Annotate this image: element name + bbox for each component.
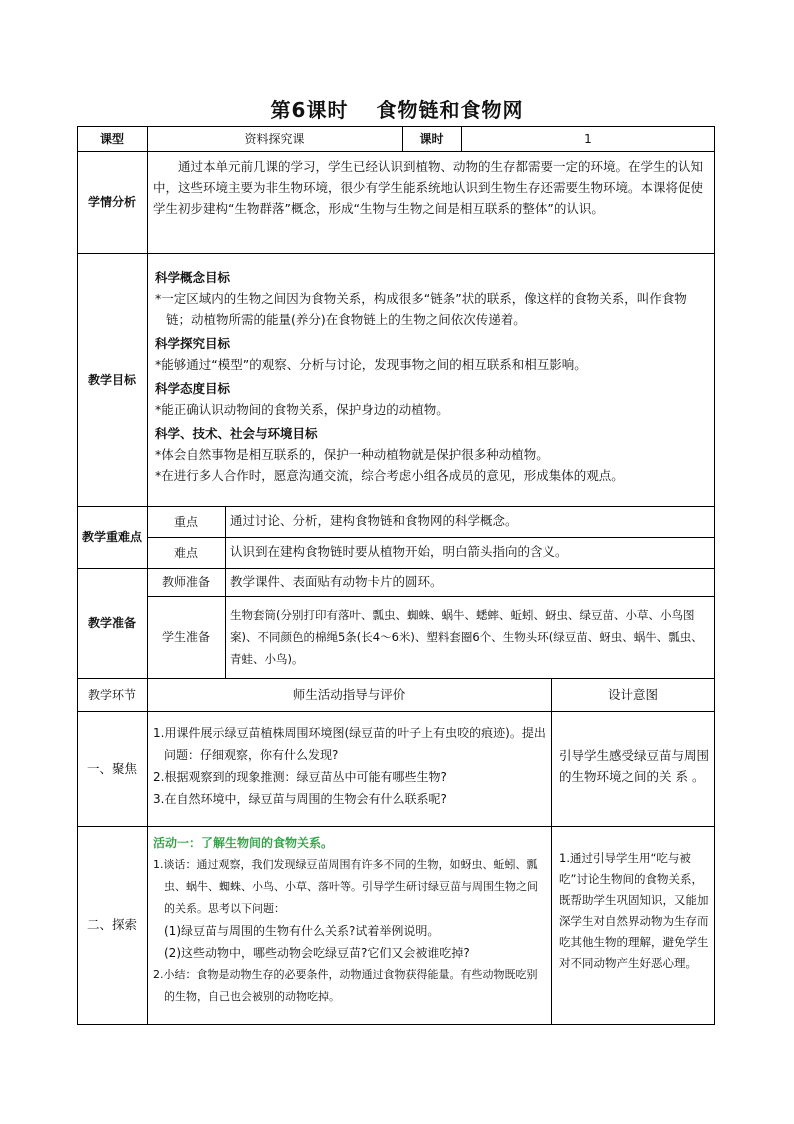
stage-explore-label: 二、探索 (86, 917, 137, 932)
type-label: 课型 (99, 131, 124, 146)
stage-focus-content (153, 722, 547, 810)
goal-item-attitude: *能正确认识动物间的食物关系，保护身边的动植物。 (155, 402, 449, 417)
goal-item-inquiry: *能够通过“模型”的观察、分析与讨论，发现事物之间的相互联系和相互影响。 (155, 357, 587, 372)
key-point-text: 通过讨论、分析，建构食物链和食物网的科学概念。 (230, 513, 518, 528)
difficult-point-label: 难点 (173, 545, 198, 560)
difficult-point-text: 认识到在建构食物链时要从植物开始，明白箭头指向的含义。 (230, 544, 568, 559)
explore-step-2: 2.小结：食物是动物生存的必要条件，动物通过食物获得能量。有些动物既吃别的生物，自己也会被别的动物吃掉。 (153, 968, 538, 1003)
student-prep-text: 生物套筒(分别打印有落叶、瓢虫、蜘蛛、蜗牛、蟋蟀、蚯蚓、蚜虫、绿豆苗、小草、小鸟图案)、不同颜色的棉绳5条(长4～6米)、塑料套圈6个、生物头环(绿豆苗、蚜虫、蜗牛、瓢虫、青蛙、小鸟)。 (230, 608, 703, 666)
situation-text: 通过本单元前几课的学习，学生已经认识到植物、动物的生存都需要一定的环境。在学生的认知中，这些环境主要为非生物环境，很少有学生能系统地认识到生物生存还需要生物环境。本课将促使学生初步建构“生物群落”概念，形成“生物与生物之间是相互联系的整体”的认识。 (153, 159, 704, 216)
period-label: 课时 (419, 131, 444, 146)
goal-item-stse-2: *在进行多人合作时，愿意沟通交流，综合考虑小组各成员的意见，形成集体的观点。 (155, 468, 624, 483)
process-col-stage: 教学环节 (87, 687, 136, 702)
situation-label: 学情分析 (87, 195, 136, 209)
goals-label: 教学目标 (87, 372, 136, 387)
focus-step-1: 1.用课件展示绿豆苗植株周围环境图(绿豆苗的叶子上有虫咬的痕迹)。提出问题：仔细观察，你有什么发现? (153, 726, 546, 762)
goal-heading-stse: 科学、技术、社会与环境目标 (155, 426, 318, 441)
prep-label: 教学准备 (87, 616, 136, 630)
lesson-plan-table (77, 126, 715, 1024)
explore-question-2: (2)这些动物中，哪些动物会吃绿豆苗?它们又会被谁吃掉? (164, 946, 470, 960)
stage-explore-content (153, 832, 547, 1008)
process-col-intent: 设计意图 (607, 686, 658, 702)
teacher-prep-text: 教学课件、表面贴有动物卡片的圆环。 (230, 574, 443, 589)
activity-one-title: 活动一：了解生物间的食物关系。 (153, 836, 334, 850)
goals-content (155, 266, 709, 486)
keypoints-label: 教学重难点 (81, 530, 142, 544)
goal-heading-inquiry: 科学探究目标 (155, 336, 231, 351)
page-title: 第6课时 食物链和食物网 (270, 98, 524, 122)
focus-step-3: 3.在自然环境中，绿豆苗与周围的生物会有什么联系呢? (153, 792, 447, 806)
process-col-activity: 师生活动指导与评价 (292, 686, 406, 702)
goal-item-stse-1: *体会自然事物是相互联系的，保护一种动植物就是保护很多种动植物。 (155, 447, 549, 462)
key-point-label: 重点 (173, 514, 198, 529)
goal-item-concept: *一定区域内的生物之间因为食物关系，构成很多“链条”状的联系，像这样的食物关系，叫作食物链；动植物所需的能量(养分)在食物链上的生物之间依次传递着。 (155, 291, 687, 327)
stage-focus-intent: 引导学生感受绿豆苗与周围的生物环境之间的关 系 。 (559, 748, 710, 784)
explore-question-1: (1)绿豆苗与周围的生物有什么关系?试着举例说明。 (164, 924, 440, 938)
focus-step-2: 2.根据观察到的现象推测：绿豆苗丛中可能有哪些生物? (153, 770, 447, 784)
type-value: 资料探究课 (244, 131, 305, 146)
explore-step-1: 1.谈话：通过观察，我们发现绿豆苗周围有许多不同的生物，如蚜虫、蚯蚓、瓢虫、蜗牛、蜘蛛、小鸟、小草、落叶等。引导学生研讨绿豆苗与周围生物之间的关系。思考以下问题： (153, 858, 538, 915)
student-prep-label: 学生准备 (161, 630, 210, 644)
teacher-prep-label: 教师准备 (161, 575, 210, 589)
period-value: 1 (584, 131, 592, 146)
stage-explore-intent: 1.通过引导学生用“吃与被吃”讨论生物间的食物关系，既帮助学生巩固知识，又能加深学生对自然界动物为生存而吃其他生物的理解，避免学生对不同动物产生好恶心理。 (559, 851, 709, 970)
goal-heading-concept: 科学概念目标 (155, 270, 231, 285)
goal-heading-attitude: 科学态度目标 (155, 381, 231, 396)
stage-focus-label: 一、聚焦 (86, 760, 137, 776)
